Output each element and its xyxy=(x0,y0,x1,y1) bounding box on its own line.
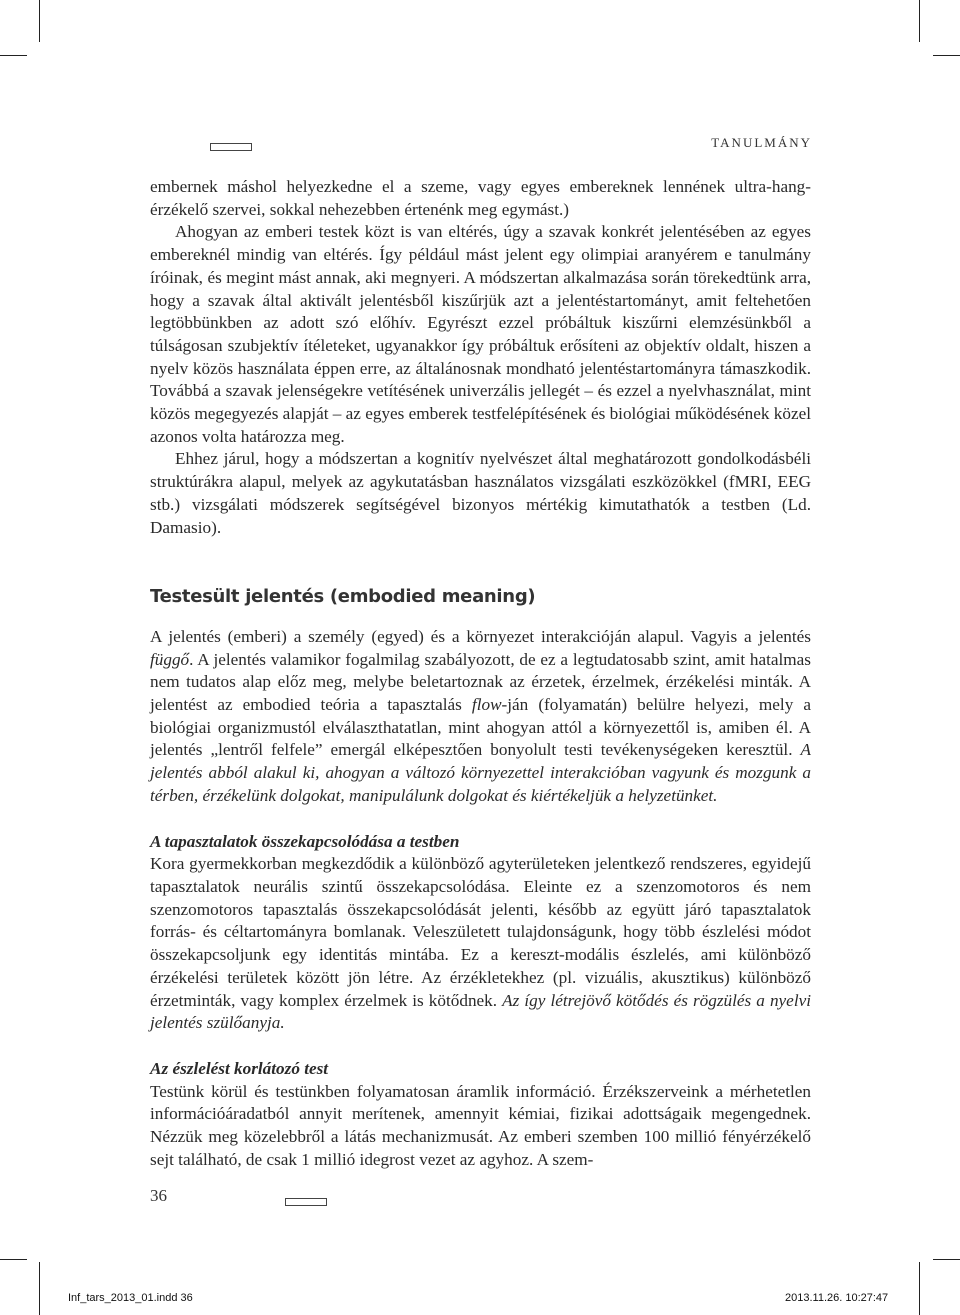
emphasis: függő xyxy=(150,649,190,669)
paragraph: embernek máshol helyezkedne el a szeme, vagy egyes embereknek lennének ultra-hang-érzékelő szervei, sokkal nehezebben értenénk meg egymást.) xyxy=(150,177,811,219)
paragraph: Testünk körül és testünkben folyamatosan áramlik információ. Érzékszerveink a mérhetetlen információáradatból annyit merítenek, amennyit kémiai, fizikai adottságaik megengednek. Nézzük meg közelebbről a látás mechanizmusát. Az emberi szemben 100 millió fényérzékelő sejt található, de csak 1 millió idegrost vezet az agyhoz. A szem- xyxy=(150,1081,811,1169)
emphasis: Az így létrejövő kötődés és rögzülés a nyelvi jelentés szülőanyja. xyxy=(150,990,811,1033)
subsection-heading: A tapasztalatok összekapcsolódása a testben xyxy=(150,831,460,851)
emphasis: flow xyxy=(471,695,502,715)
subsection-heading: Az észlelést korlátozó test xyxy=(150,1058,329,1078)
crop-mark xyxy=(933,55,960,56)
emphasis: A jelentés abból alakul ki, ahogyan a változó környezettel interakcióban vagyunk és mozgunk a térben, érzékelünk dolgokat, manipulálunk dolgokat és kiértékeljük a helyzetünket. xyxy=(150,740,811,805)
running-header: TANULMÁNY xyxy=(711,135,812,150)
slug-filename: Inf_tars_2013_01.indd 36 xyxy=(68,1292,193,1304)
header-rule-box xyxy=(210,143,252,151)
slug-timestamp: 2013.11.26. 10:27:47 xyxy=(785,1292,889,1304)
paragraph: Ahogyan az emberi testek közt is van eltérés, úgy a szavak konkrét jelentésében az egyes embereknél mindig van eltérés. Így például mást jelent egy olimpiai aranyérem e tanulmány íróinak, és megint mást annak, aki megnyeri. A módszertan alkalmazása során törekedtünk arra, hogy a szavak által aktivált jelentésből kiszűrjük azt a jelentéstartományt, amit feltehetően legtöbbünkben az adott szó előhív. Egyrészt ezzel próbáltuk kiszűrni elemzésünkből a túlságosan szubjektív ítéleteket, ugyanakkor így próbáltuk erősíteni az objektív oldalt, hiszen a nyelv közös használata éppen erre, az általánosnak mondható jelentéstartományra támaszkodik. Továbbá a szavak jelenségekre vetítésének univerzális jellegét – és ezzel a nyelvhasználat, mint közös megegyezés alapját – az egyes emberek testfelépítésének és biológiai működésének közel azonos volta határozza meg. xyxy=(150,222,811,446)
section-heading: Testesült jelentés (embodied meaning) xyxy=(150,586,536,608)
page-number: 36 xyxy=(150,1186,167,1205)
paragraph: Kora gyermekkorban megkezdődik a különböző agyterületeken jelentkező rendszeres, egyidejű tapasztalatok neurális szintű összekapcsolódása. Eleinte ez a szenzomotoros és nem szenzomotoros tapasztalás összekapcsolódását jelenti, később az együtt járó tapasztalatok forrás- és céltartományra bomlanak. Veleszületett tulajdonságunk, hogy több észlelési módot összekapcsoljunk egy identitás mintába. Ez a kereszt-modális észlelés, ami különböző érzékelési területek között jön létre. Az érzékletekhez (pl. vizuális, akusztikus) különböző érzetminták, vagy komplex érzelmek is kötődnek. Az így létrejövő kötődés és rögzülés a nyelvi jelentés szülőanyja. xyxy=(150,854,811,1033)
article-body xyxy=(150,176,811,1171)
crop-mark xyxy=(0,1259,27,1260)
crop-mark xyxy=(39,1262,40,1315)
paragraph: Ehhez járul, hogy a módszertan a kognitív nyelvészet által meghatározott gondolkodásbéli struktúrákra alapul, melyek az agykutatásban használatos vizsgálati eszközökkel (fMRI, EEG stb.) vizsgálati módszerek segítségével bizonyos mértékig kimutathatók a testben (Ld. Damasio). xyxy=(150,449,811,537)
footer-rule-box xyxy=(285,1198,327,1206)
crop-mark xyxy=(933,1259,960,1260)
crop-mark xyxy=(0,55,27,56)
crop-mark xyxy=(39,0,40,42)
crop-mark xyxy=(919,0,920,42)
paragraph: A jelentés (emberi) a személy (egyed) és a környezet interakcióján alapul. Vagyis a jelentés függő. A jelentés valamikor fogalmilag szabályozott, de ez a legtudatosabb szint, amit hatalmas nem tudatos alap előz meg, melybe beletartoznak az érzetek, érzelmek, érzékelési minták. A jelentést az embodied teória a tapasztalás flow-ján (folyamatán) belülre helyezi, mely a biológiai organizmustól elválaszthatatlan, mint ahogyan attól a környezettől is, amiben él. A jelentés „lentről felfele” emergál elképesztően bonyolult testi tevékenységeken keresztül. A jelentés abból alakul ki, ahogyan a változó környezettel interakcióban vagyunk és mozgunk a térben, érzékelünk dolgokat, manipulálunk dolgokat és kiértékeljük a helyzetünket. xyxy=(150,626,811,805)
crop-mark xyxy=(919,1262,920,1315)
